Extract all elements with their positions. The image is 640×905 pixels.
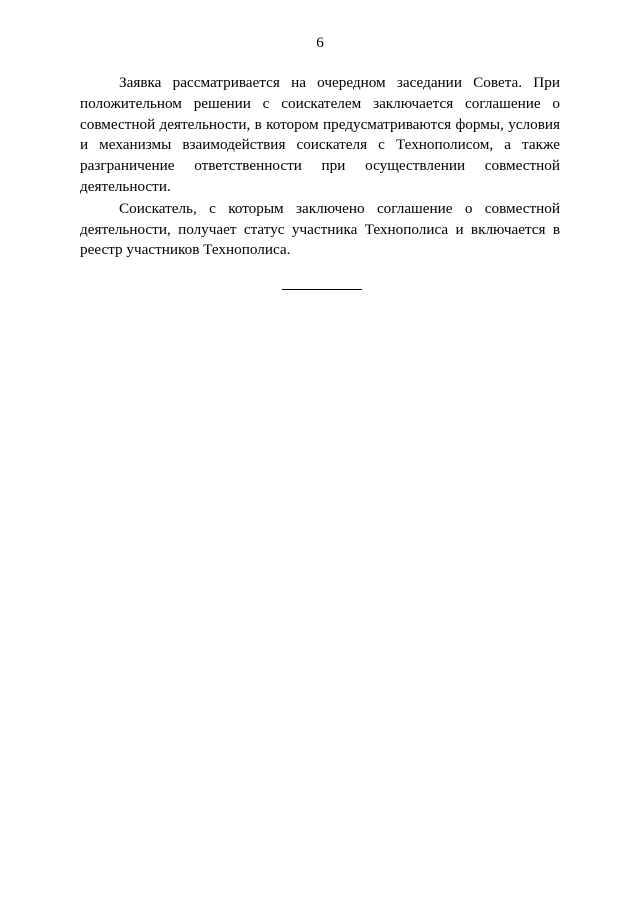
paragraph-application-review: Заявка рассматривается на очередном заседании Совета. При положительном решении с соискателем заключается соглашение о совместной деятельности, в котором предусматриваются формы, условия и механизмы взаимодействия соискателя с Технополисом, а также разграничение ответственности при осуществлении совместной деятельности. [80,74,560,195]
end-of-text-rule [282,289,362,290]
document-body [80,73,560,261]
page-number: 6 [316,35,324,51]
paragraph-participant-status: Соискатель, с которым заключено соглашение о совместной деятельности, получает статус участника Технополиса и включается в реестр участников Технополиса. [80,199,560,259]
